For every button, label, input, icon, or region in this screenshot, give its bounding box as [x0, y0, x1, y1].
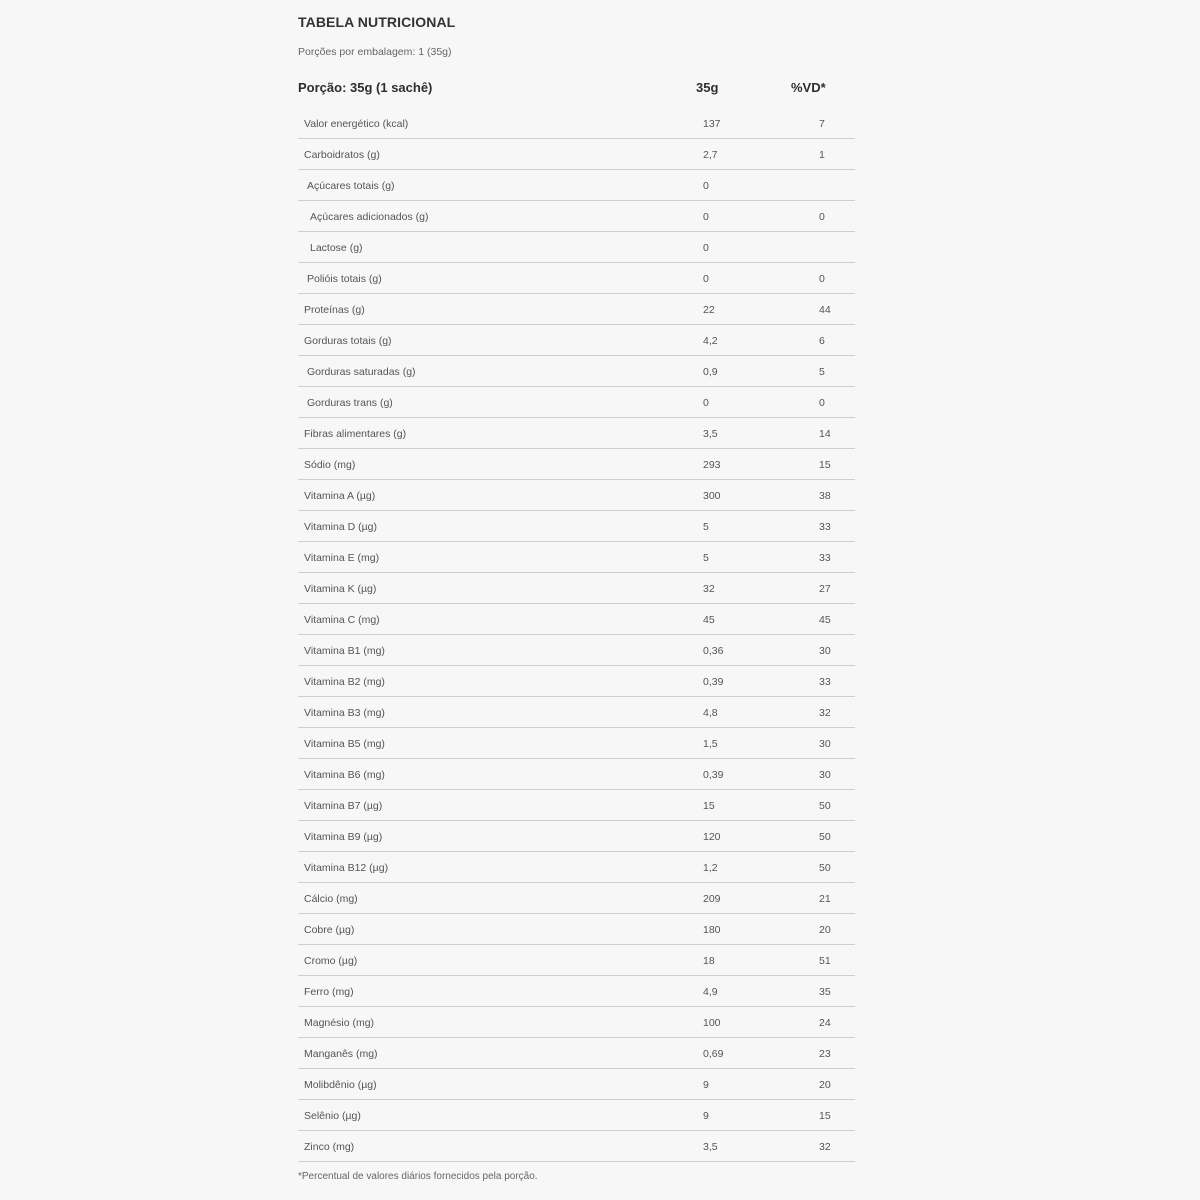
nutrient-amount: 100: [703, 1017, 721, 1029]
table-row: [298, 759, 855, 790]
nutrient-amount: 300: [703, 490, 721, 502]
table-row: [298, 976, 855, 1007]
nutrient-name: Manganês (mg): [304, 1048, 378, 1060]
nutrient-amount: 0,36: [703, 645, 724, 657]
table-row: [298, 294, 855, 325]
table-row: [298, 1069, 855, 1100]
nutrient-amount: 1,2: [703, 862, 718, 874]
nutrient-name: Cobre (µg): [304, 924, 355, 936]
nutrient-name: Ferro (mg): [304, 986, 354, 998]
servings-per-package: Porções por embalagem: 1 (35g): [298, 46, 452, 58]
nutrient-daily-value: 44: [819, 304, 831, 316]
table-row: [298, 852, 855, 883]
nutrient-name: Gorduras totais (g): [304, 335, 392, 347]
nutrient-daily-value: 0: [819, 397, 825, 409]
nutrient-name: Lactose (g): [310, 242, 363, 254]
nutrient-amount: 18: [703, 955, 715, 967]
header-daily-value: %VD*: [791, 80, 826, 95]
footnote: *Percentual de valores diários fornecidos pela porção.: [298, 1171, 538, 1182]
nutrient-daily-value: 24: [819, 1017, 831, 1029]
nutrient-daily-value: 32: [819, 1141, 831, 1153]
nutrient-amount: 3,5: [703, 428, 718, 440]
nutrient-daily-value: 30: [819, 645, 831, 657]
nutrient-amount: 22: [703, 304, 715, 316]
table-row: [298, 139, 855, 170]
nutrient-amount: 0,39: [703, 769, 724, 781]
table-row: [298, 666, 855, 697]
nutrient-amount: 0,69: [703, 1048, 724, 1060]
nutrient-daily-value: 30: [819, 769, 831, 781]
nutrient-daily-value: 33: [819, 552, 831, 564]
table-row: [298, 1100, 855, 1131]
table-row: [298, 821, 855, 852]
nutrient-daily-value: 35: [819, 986, 831, 998]
table-row: [298, 1007, 855, 1038]
nutrient-name: Vitamina E (mg): [304, 552, 380, 564]
nutrient-amount: 0: [703, 242, 709, 254]
table-row: [298, 201, 855, 232]
nutrient-amount: 1,5: [703, 738, 718, 750]
table-row: [298, 635, 855, 666]
nutrient-daily-value: 30: [819, 738, 831, 750]
table-row: [298, 449, 855, 480]
nutrient-daily-value: 15: [819, 1110, 831, 1122]
nutrient-amount: 293: [703, 459, 721, 471]
table-row: [298, 697, 855, 728]
table-row: [298, 108, 855, 139]
nutrient-name: Sódio (mg): [304, 459, 356, 471]
nutrient-name: Açúcares adicionados (g): [310, 211, 429, 223]
nutrient-name: Fibras alimentares (g): [304, 428, 407, 440]
table-row: [298, 263, 855, 294]
nutrient-amount: 4,9: [703, 986, 718, 998]
nutrient-name: Vitamina B5 (mg): [304, 738, 385, 750]
nutrient-amount: 3,5: [703, 1141, 718, 1153]
nutrient-name: Cálcio (mg): [304, 893, 358, 905]
nutrient-name: Magnésio (mg): [304, 1017, 375, 1029]
nutrient-name: Vitamina B9 (µg): [304, 831, 383, 843]
nutrient-name: Carboidratos (g): [304, 149, 380, 161]
nutrient-name: Molibdênio (µg): [304, 1079, 377, 1091]
nutrient-daily-value: 23: [819, 1048, 831, 1060]
nutrient-name: Vitamina D (µg): [304, 521, 377, 533]
nutrient-amount: 0: [703, 180, 709, 192]
nutrient-daily-value: 33: [819, 521, 831, 533]
nutrient-name: Proteínas (g): [304, 304, 365, 316]
table-row: [298, 790, 855, 821]
table-row: [298, 170, 855, 201]
nutrient-daily-value: 14: [819, 428, 831, 440]
nutrient-name: Vitamina C (mg): [304, 614, 380, 626]
nutrient-amount: 32: [703, 583, 715, 595]
nutrient-amount: 137: [703, 118, 721, 130]
nutrient-amount: 0: [703, 397, 709, 409]
table-row: [298, 542, 855, 573]
nutrient-amount: 9: [703, 1079, 709, 1091]
nutrient-amount: 0,9: [703, 366, 718, 378]
nutrient-daily-value: 15: [819, 459, 831, 471]
nutrient-daily-value: 50: [819, 800, 831, 812]
nutrient-daily-value: 7: [819, 118, 825, 130]
table-row: [298, 232, 855, 263]
nutrient-name: Gorduras saturadas (g): [307, 366, 416, 378]
nutrient-daily-value: 27: [819, 583, 831, 595]
nutrient-name: Vitamina B7 (µg): [304, 800, 383, 812]
nutrient-daily-value: 50: [819, 862, 831, 874]
nutrient-name: Vitamina K (µg): [304, 583, 377, 595]
table-row: [298, 480, 855, 511]
nutrient-daily-value: 1: [819, 149, 825, 161]
nutrient-daily-value: 20: [819, 1079, 831, 1091]
table-row: [298, 387, 855, 418]
nutrient-amount: 9: [703, 1110, 709, 1122]
nutrient-name: Polióis totais (g): [307, 273, 382, 285]
nutrient-name: Valor energético (kcal): [304, 118, 409, 130]
nutrient-name: Vitamina B2 (mg): [304, 676, 385, 688]
nutrient-name: Zinco (mg): [304, 1141, 355, 1153]
nutrient-daily-value: 20: [819, 924, 831, 936]
nutrient-amount: 0,39: [703, 676, 724, 688]
table-header: [298, 80, 858, 100]
header-portion: Porção: 35g (1 sachê): [298, 80, 433, 95]
nutrient-name: Vitamina B3 (mg): [304, 707, 385, 719]
nutrient-daily-value: 0: [819, 273, 825, 285]
page-title: TABELA NUTRICIONAL: [298, 14, 456, 30]
table-row: [298, 945, 855, 976]
nutrient-name: Açúcares totais (g): [307, 180, 395, 192]
table-row: [298, 418, 855, 449]
nutrient-name: Vitamina A (µg): [304, 490, 376, 502]
nutrient-daily-value: 51: [819, 955, 831, 967]
nutrient-daily-value: 0: [819, 211, 825, 223]
nutrient-daily-value: 32: [819, 707, 831, 719]
nutrient-daily-value: 5: [819, 366, 825, 378]
table-row: [298, 1131, 855, 1162]
nutrient-name: Vitamina B12 (µg): [304, 862, 389, 874]
nutrient-name: Vitamina B1 (mg): [304, 645, 385, 657]
table-row: [298, 573, 855, 604]
nutrient-daily-value: 50: [819, 831, 831, 843]
nutrient-daily-value: 21: [819, 893, 831, 905]
nutrient-amount: 15: [703, 800, 715, 812]
nutrient-daily-value: 38: [819, 490, 831, 502]
nutrient-amount: 4,2: [703, 335, 718, 347]
nutrient-daily-value: 45: [819, 614, 831, 626]
nutrition-rows: [298, 108, 855, 1162]
table-row: [298, 728, 855, 759]
nutrient-name: Selênio (µg): [304, 1110, 361, 1122]
nutrient-amount: 5: [703, 552, 709, 564]
table-row: [298, 604, 855, 635]
nutrient-name: Gorduras trans (g): [307, 397, 393, 409]
nutrient-daily-value: 33: [819, 676, 831, 688]
nutrient-amount: 4,8: [703, 707, 718, 719]
nutrient-name: Cromo (µg): [304, 955, 358, 967]
nutrient-amount: 5: [703, 521, 709, 533]
nutrient-amount: 0: [703, 211, 709, 223]
nutrient-daily-value: 6: [819, 335, 825, 347]
header-amount: 35g: [696, 80, 719, 95]
table-row: [298, 883, 855, 914]
table-row: [298, 914, 855, 945]
nutrient-name: Vitamina B6 (mg): [304, 769, 385, 781]
nutrient-amount: 45: [703, 614, 715, 626]
table-row: [298, 1038, 855, 1069]
table-row: [298, 325, 855, 356]
table-row: [298, 511, 855, 542]
nutrient-amount: 209: [703, 893, 721, 905]
nutrient-amount: 0: [703, 273, 709, 285]
table-row: [298, 356, 855, 387]
nutrient-amount: 120: [703, 831, 721, 843]
nutrient-amount: 180: [703, 924, 721, 936]
nutrient-amount: 2,7: [703, 149, 718, 161]
